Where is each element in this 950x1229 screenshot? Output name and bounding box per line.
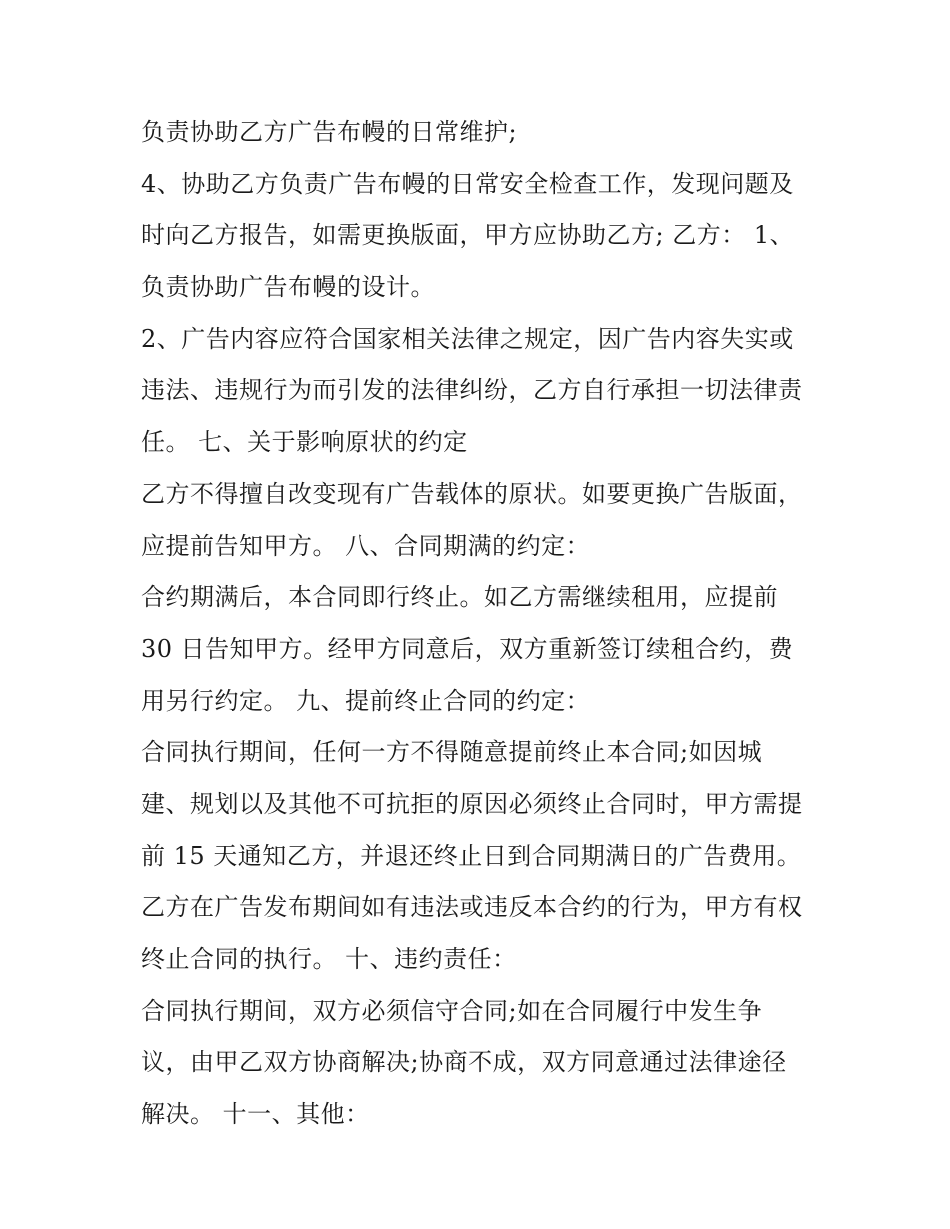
text-line: 负责协助乙方广告布幔的日常维护; (141, 118, 518, 146)
text-line: 建、规划以及其他不可抗拒的原因必须终止合同时，甲方需提 (141, 789, 803, 818)
text-line: 乙方不得擅自改变现有广告载体的原状。如要更换广告版面， (141, 479, 803, 508)
text-line: 违法、违规行为而引发的法律纠纷，乙方自行承担一切法律责 (141, 376, 803, 405)
text-line: 4、协助乙方负责广告布幔的日常安全检查工作，发现问题及 (141, 169, 794, 198)
text-line: 合约期满后，本合同即行终止。如乙方需继续租用，应提前 (141, 583, 778, 612)
section-heading-line: 解决。 十一、其他： (141, 1100, 370, 1129)
text-line: 合同执行期间，任何一方不得随意提前终止本合同;如因城 (141, 738, 763, 767)
text-line: 2、广告内容应符合国家相关法律之规定，因广告内容失实或 (141, 324, 794, 353)
text-line: 时向乙方报告，如需更换版面，甲方应协助乙方; 乙方： 1、 (141, 221, 795, 250)
section-heading-line: 应提前告知甲方。 八、合同期满的约定： (141, 531, 591, 560)
text-line: 30 日告知甲方。经甲方同意后，双方重新签订续租合约，费 (141, 634, 794, 663)
text-line: 议，由甲乙双方协商解决;协商不成，双方同意通过法律途径 (141, 1048, 787, 1077)
section-heading-line: 终止合同的执行。 十、违约责任： (141, 945, 517, 973)
text-line: 前 15 天通知乙方，并退还终止日到合同期满日的广告费用。 (141, 841, 802, 870)
text-line: 乙方在广告发布期间如有违法或违反本合约的行为，甲方有权 (141, 893, 803, 922)
contract-text-body (141, 107, 841, 1141)
text-line: 负责协助广告布幔的设计。 (141, 273, 435, 302)
text-line: 合同执行期间，双方必须信守合同;如在合同履行中发生争 (141, 996, 763, 1025)
section-heading-line: 用另行约定。 九、提前终止合同的约定： (141, 686, 591, 715)
section-heading-line: 任。 七、关于影响原状的约定 (141, 428, 468, 457)
